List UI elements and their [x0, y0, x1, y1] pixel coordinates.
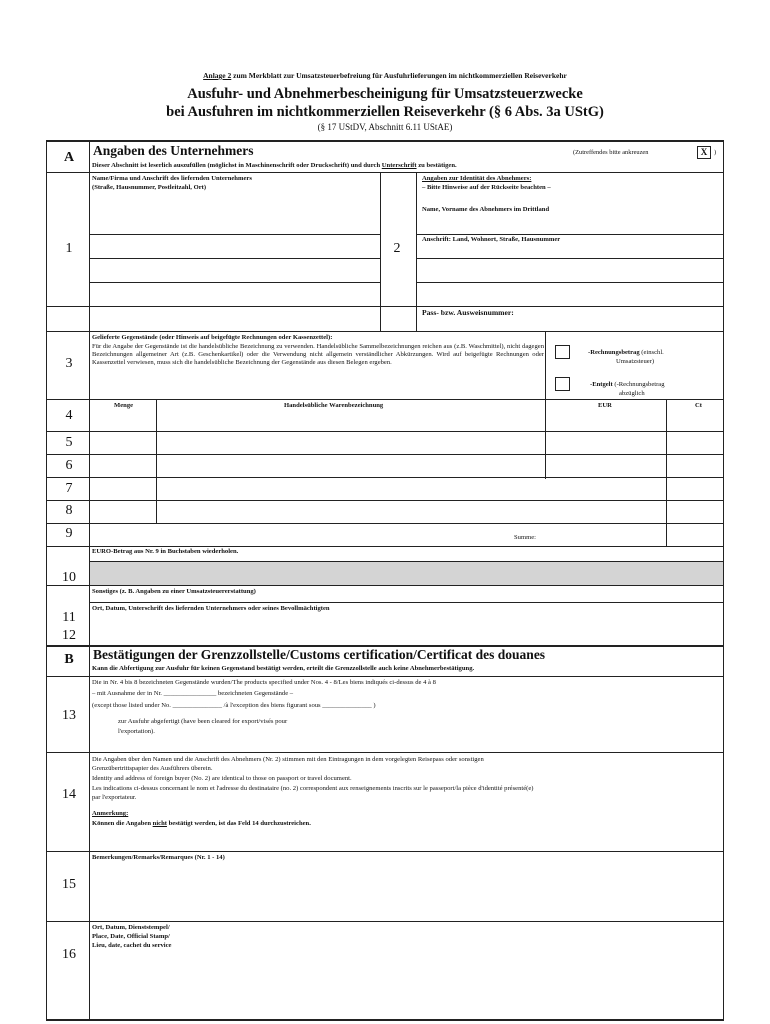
rule	[46, 851, 724, 852]
option-invoice-amount	[588, 349, 664, 358]
row-number: 14	[62, 787, 76, 802]
field16-line3: Lieu, date, cachet du service	[92, 942, 172, 949]
frame-top	[46, 140, 724, 142]
row-number: 11	[62, 610, 76, 625]
rule	[156, 399, 157, 523]
sum-label: Summe:	[514, 534, 536, 541]
rule	[416, 282, 724, 283]
instruction-post: zu bestätigen.	[416, 162, 457, 169]
row-number: 7	[65, 481, 73, 496]
field14-note-label: Anmerkung:	[92, 810, 129, 817]
option-net-amount	[590, 381, 665, 390]
section-a-instruction	[92, 162, 457, 171]
check-hint-close: )	[714, 149, 717, 156]
row-number: 10	[62, 570, 76, 585]
row-number: 6	[65, 458, 73, 473]
field14-line3: Identity and address of foreign buyer (No. 2) are identical to those on passport or travel document.	[92, 775, 352, 782]
row-number: 5	[65, 435, 73, 450]
field2-label2: – Bitte Hinweise auf der Rückseite beachten –	[422, 184, 551, 191]
amount-in-words-area	[90, 561, 723, 585]
rule	[46, 399, 724, 400]
col-description: Handelsübliche Warenbezeichnung	[284, 402, 384, 409]
row-number: 8	[65, 503, 73, 518]
field11-label: Ort, Datum, Unterschrift des liefernden Unternehmers oder seines Bevollmächtigten	[92, 605, 330, 612]
rule	[46, 546, 724, 547]
section-b-letter: B	[64, 652, 74, 667]
section-b-title: Bestätigungen der Grenzzollstelle/Customs certification/Certificat des douanes	[93, 647, 546, 662]
check-hint: (Zutreffendes bitte ankreuzen	[573, 149, 649, 156]
option-net-amount-line2: abzüglich	[619, 390, 645, 397]
row-number: 16	[62, 947, 76, 962]
invoice-amount-checkbox[interactable]	[555, 345, 570, 359]
section-a-letter: A	[63, 150, 75, 165]
section-a-title: Angaben des Unternehmers	[93, 143, 254, 158]
rule	[46, 523, 724, 524]
rule	[46, 331, 724, 332]
field16-line2: Place, Date, Official Stamp/	[92, 933, 170, 940]
rule	[46, 921, 724, 922]
rule	[46, 477, 724, 478]
field13-line3: (except those listed under No. _______________ /à l'exception des biens figurant sous _______________ )	[92, 702, 376, 709]
rule	[46, 454, 724, 455]
option2-bold: -Entgelt	[590, 381, 613, 388]
field3-title: Gelieferte Gegenstände (oder Hinweis auf beigefügte Rechnungen oder Kassenzettel):	[92, 334, 333, 341]
other-info-label: Sonstiges (z. B. Angaben zu einer Umsatzsteuererstattung)	[92, 588, 256, 595]
rule	[89, 258, 381, 259]
rule	[46, 431, 724, 432]
frame-bottom	[46, 1019, 724, 1021]
field13-line1: Die in Nr. 4 bis 8 bezeichneten Gegenstände wurden/The products specified under Nos. 4 - 8/Les biens indiqués ci-dessus de 4 à 8	[92, 679, 436, 686]
rule	[416, 258, 724, 259]
row-number: 9	[65, 526, 73, 541]
col-eur: EUR	[598, 402, 612, 409]
field13-line2: – mit Ausnahme der in Nr. ________________ bezeichneten Gegenstände –	[92, 690, 294, 697]
rule	[46, 676, 724, 677]
col-ct: Ct	[695, 402, 702, 409]
row-number: 2	[393, 241, 401, 256]
row-number: 12	[62, 628, 76, 643]
rule	[46, 500, 724, 501]
rule	[46, 306, 724, 307]
form-title-line1: Ausfuhr- und Abnehmerbescheinigung für Umsatzsteuerzwecke	[187, 86, 583, 102]
buyer-name-label: Name, Vorname des Abnehmers im Drittland	[422, 206, 550, 213]
frame-right	[723, 141, 724, 1020]
option1-bold: -Rechnungsbetrag	[588, 349, 640, 356]
annex-note	[0, 71, 770, 80]
field14-line2: Grenzübertrittspapier des Ausführers überein.	[92, 765, 213, 772]
form-title-line2: bei Ausfuhren im nichtkommerziellen Reiseverkehr (§ 6 Abs. 3a UStG)	[166, 104, 604, 120]
check-example-box: X	[697, 146, 711, 159]
row-number: 1	[65, 241, 73, 256]
option2-rest: (-Rechnungsbetrag	[612, 381, 665, 388]
rule	[545, 331, 546, 479]
field14-line5: par l'exportateur.	[92, 794, 137, 801]
instruction-pre: Dieser Abschnitt ist leserlich auszufüllen (möglichst in Maschinenschrift oder Druckschrift) und durch	[92, 162, 382, 169]
note-post: bestätigt werden, ist das Feld 14 durchzustreichen.	[166, 820, 311, 827]
section-b-instruction: Kann die Abfertigung zur Ausfuhr für keinen Gegenstand bestätigt werden, erteilt die Grenzzollstelle auch keine Abnehmerbestätigung.	[92, 665, 475, 672]
col-quantity: Menge	[114, 402, 134, 409]
field2-label1: Angaben zur Identität des Abnehmers:	[422, 175, 532, 182]
instruction-underlined: Unterschrift	[381, 162, 417, 169]
field1-label1: Name/Firma und Anschrift des liefernden Unternehmers	[92, 175, 252, 182]
field13-line5: l'exportation).	[118, 728, 155, 735]
rule	[46, 172, 724, 173]
option1-rest: (einschl.	[639, 349, 664, 356]
row-number: 3	[65, 356, 73, 371]
field14-line1: Die Angaben über den Namen und die Anschrift des Abnehmers (Nr. 2) stimmen mit den Eintragungen in dem vorgelegten Reisepass oder sonstigen	[92, 756, 484, 763]
field14-note	[92, 820, 311, 829]
rule	[89, 282, 381, 283]
row-number: 4	[65, 408, 73, 423]
rule	[89, 234, 381, 235]
field3-body: Für die Angabe der Gegenstände ist die handelsübliche Bezeichnung zu verwenden. Handelsübliche Sammelbezeichnungen reichen aus (z.B. Waschmittel), nicht dagegen Bezeichnungen allgemeiner Art (z.B. Geschenkartikel) oder die Verwendung nicht allgemein verständlicher Abkürzungen. Wird auf beigefügte Rechnungen oder Kassenzettel verwiesen, muss sich die handelsübliche Bezeichnung der Gegenstände aus diesen Belegen ergeben.	[92, 343, 544, 367]
field10-label: EURO-Betrag aus Nr. 9 in Buchstaben wiederholen.	[92, 548, 239, 555]
note-underlined: nicht	[152, 820, 167, 827]
annex-rest: zum Merkblatt zur Umsatzsteuerbefreiung für Ausfuhrlieferungen im nichtkommerziellen Reiseverkehr	[231, 71, 567, 80]
row-number: 13	[62, 708, 76, 723]
legal-reference: (§ 17 UStDV, Abschnitt 6.11 UStAE)	[317, 122, 453, 132]
rule	[46, 752, 724, 753]
row-number: 15	[62, 877, 76, 892]
field15-label: Bemerkungen/Remarks/Remarques (Nr. 1 - 14)	[92, 854, 225, 861]
net-amount-checkbox[interactable]	[555, 377, 570, 391]
buyer-address-label: Anschrift: Land, Wohnort, Straße, Hausnummer	[422, 236, 561, 243]
field14-line4: Les indications ci-dessus concernant le nom et l'adresse du destinataire (no. 2) correspondent aux renseignements inscrits sur le passeport/la pièce d'identité présenté(e)	[92, 785, 534, 792]
rule	[89, 602, 724, 603]
rule	[46, 585, 724, 586]
rule	[89, 561, 724, 562]
option-invoice-amount-line2: Umsatzsteuer)	[616, 358, 655, 365]
field13-line4: zur Ausfuhr abgefertigt (have been cleared for export/visés pour	[118, 718, 288, 725]
note-pre: Können die Angaben	[92, 820, 153, 827]
annex-prefix: Anlage 2	[203, 71, 232, 80]
rule	[416, 234, 724, 235]
field1-label2: (Straße, Hausnummer, Postleitzahl, Ort)	[92, 184, 207, 191]
passport-label: Pass- bzw. Ausweisnummer:	[422, 308, 514, 317]
field16-line1: Ort, Datum, Dienststempel/	[92, 924, 170, 931]
